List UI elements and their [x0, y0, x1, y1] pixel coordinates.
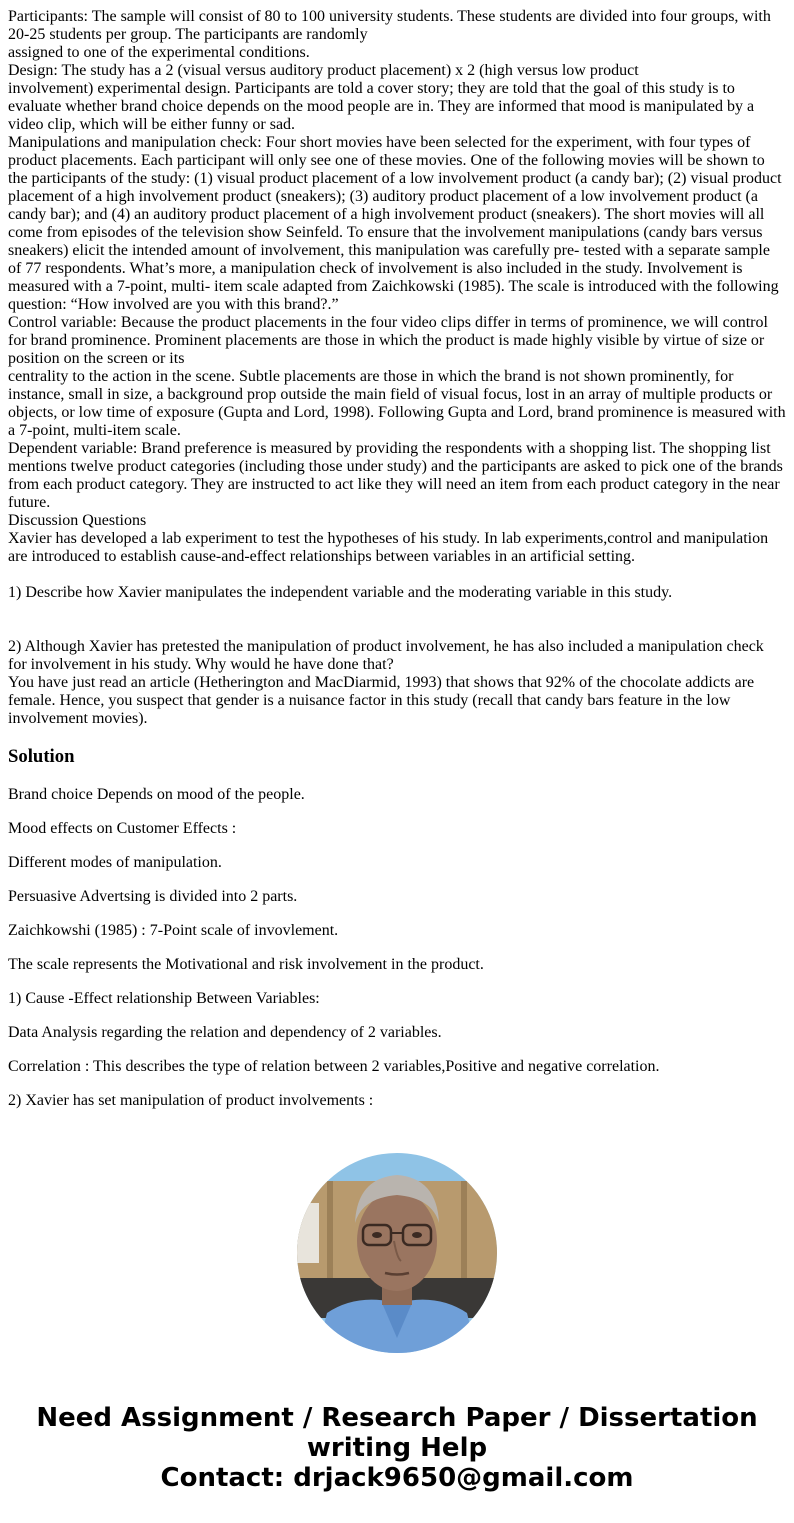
- promo-line-2: writing Help: [306, 1433, 488, 1463]
- avatar-portrait-icon: [297, 1153, 497, 1353]
- discussion-intro: Xavier has developed a lab experiment to test the hypotheses of his study. In lab experiments,control and manipulation are introduced to establish cause-and-effect relationships between variables in an artificial setting.: [8, 530, 769, 565]
- solution-paragraph: The scale represents the Motivational and risk involvement in the product.: [8, 956, 484, 973]
- solution-heading: Solution: [8, 746, 75, 767]
- design-paragraph: Design: The study has a 2 (visual versus auditory product placement) x 2 (high versus low product: [8, 62, 639, 79]
- participants-paragraph: Participants: The sample will consist of 80 to 100 university students. These students are divided into four groups, with 20-25 students per group. The participants are randomly: [8, 8, 771, 43]
- dependent-variable-paragraph: Dependent variable: Brand preference is measured by providing the respondents with a shopping list. The shopping list mentions twelve product categories (including those under study) and the participants are asked to pick one of the brands from each product category. They are instructed to act like they will need an item from each product category in the near future.: [8, 440, 783, 511]
- solution-paragraph: Zaichkowshi (1985) : 7-Point scale of invovlement.: [8, 922, 339, 939]
- spacer: [8, 566, 786, 584]
- promo-banner: [0, 1403, 794, 1493]
- author-avatar: [297, 1153, 497, 1353]
- solution-paragraph: 1) Cause -Effect relationship Between Variables:: [8, 990, 320, 1007]
- discussion-questions-heading: Discussion Questions: [8, 512, 147, 529]
- question-1: 1) Describe how Xavier manipulates the independent variable and the moderating variable in this study.: [8, 584, 673, 601]
- promo-contact: Contact: drjack9650@gmail.com: [160, 1463, 634, 1493]
- design-paragraph-cont: involvement) experimental design. Participants are told a cover story; they are told that the goal of this study is to evaluate whether brand choice depends on the mood people are in. They are informed that mood is manipulated by a video clip, which will be either funny or sad.: [8, 80, 755, 133]
- control-variable-paragraph: Control variable: Because the product placements in the four video clips differ in terms of prominence, we will control for brand prominence. Prominent placements are those in which the product is made highly visible by virtue of size or position on the screen or its: [8, 314, 768, 367]
- participants-paragraph-cont: assigned to one of the experimental conditions.: [8, 44, 310, 61]
- solution-paragraph: Persuasive Advertsing is divided into 2 parts.: [8, 888, 298, 905]
- manipulations-paragraph: Manipulations and manipulation check: Four short movies have been selected for the experiment, with four types of product placements. Each participant will only see one of these movies. One of the following movies will be shown to the participants of the study: (1) visual product placement of a low involvement product (a candy bar); (2) visual product placement of a high involvement product (sneakers); (3) auditory product placement of a low involvement product (a candy bar); and (4) an auditory product placement of a high involvement product (sneakers). The short movies will all come from episodes of the television show Seinfeld. To ensure that the involvement manipulations (candy bars versus sneakers) elicit the intended amount of involvement, this manipulation was carefully pre- tested with a separate sample of 77 respondents. What’s more, a manipulation check of involvement is also included in the study. Involvement is measured with a 7-point, multi- item scale adapted from Zaichkowski (1985). The scale is introduced with the following question: “How involved are you with this brand?.”: [8, 134, 782, 313]
- promo-line-1: Need Assignment / Research Paper / Dissertation: [36, 1403, 758, 1433]
- solution-paragraph: Correlation : This describes the type of relation between 2 variables,Positive and negative correlation.: [8, 1058, 660, 1075]
- control-variable-paragraph-cont: centrality to the action in the scene. Subtle placements are those in which the brand is not shown prominently, for instance, small in size, a background prop outside the main field of visual focus, lost in an array of multiple products or objects, or low time of exposure (Gupta and Lord, 1998). Following Gupta and Lord, brand prominence is measured with a 7-point, multi-item scale.: [8, 368, 786, 439]
- question-3: You have just read an article (Hetherington and MacDiarmid, 1993) that shows that 92% of the chocolate addicts are female. Hence, you suspect that gender is a nuisance factor in this study (recall that candy bars feature in the low involvement movies).: [8, 674, 755, 727]
- solution-paragraph: Mood effects on Customer Effects :: [8, 820, 237, 837]
- question-text: [8, 8, 786, 728]
- solution-paragraph: Data Analysis regarding the relation and dependency of 2 variables.: [8, 1024, 442, 1041]
- solution-paragraph: 2) Xavier has set manipulation of product involvements :: [8, 1092, 374, 1109]
- solution-paragraph: Brand choice Depends on mood of the people.: [8, 786, 305, 803]
- solution-section: [8, 746, 786, 1110]
- spacer: [8, 602, 786, 638]
- question-2: 2) Although Xavier has pretested the manipulation of product involvement, he has also included a manipulation check for involvement in his study. Why would he have done that?: [8, 638, 764, 673]
- solution-paragraph: Different modes of manipulation.: [8, 854, 222, 871]
